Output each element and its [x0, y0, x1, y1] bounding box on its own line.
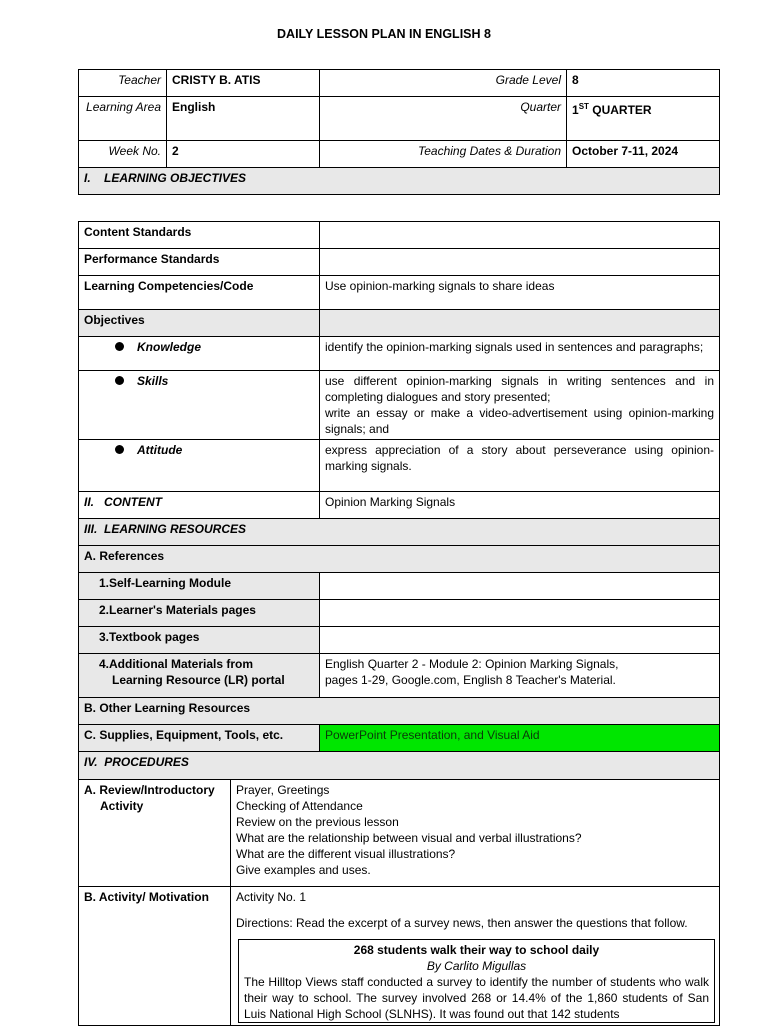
article-box [238, 939, 715, 1023]
area-value: English [167, 97, 320, 141]
activity-content [231, 886, 720, 1025]
slm-value [320, 572, 720, 599]
competencies-label: Learning Competencies/Code [79, 275, 320, 309]
additional-materials-label: 4.Additional Materials from Learning Resource (LR) portal [79, 653, 320, 697]
page-title: DAILY LESSON PLAN IN ENGLISH 8 [277, 27, 491, 41]
week-value: 2 [167, 141, 320, 168]
teacher-value: CRISTY B. ATIS [167, 70, 320, 97]
bullet-icon [115, 445, 124, 454]
content-heading: II. CONTENT [79, 491, 320, 518]
lm-value [320, 599, 720, 626]
content-standards-label: Content Standards [79, 221, 320, 248]
lesson-plan-table [78, 69, 720, 222]
objectives-value [320, 309, 720, 336]
objectives-heading: I. LEARNING OBJECTIVES [79, 168, 720, 195]
supplies-label: C. Supplies, Equipment, Tools, etc. [79, 724, 320, 751]
bullet-icon [115, 376, 124, 385]
teacher-label: Teacher [79, 70, 167, 97]
week-label: Week No. [79, 141, 167, 168]
attitude-value: express appreciation of a story about perseverance using opinion-marking signals. [320, 439, 720, 491]
quarter-value: 1ST QUARTER [567, 97, 720, 141]
skills-item: Skills [79, 370, 320, 439]
objectives-label: Objectives [79, 309, 320, 336]
quarter-label: Quarter [320, 97, 567, 141]
dates-label: Teaching Dates & Duration [320, 141, 567, 168]
additional-materials-value: English Quarter 2 - Module 2: Opinion Marking Signals, pages 1-29, Google.com, English 8 Teacher's Material. [320, 653, 720, 697]
lm-label: 2.Learner's Materials pages [79, 599, 320, 626]
grade-label: Grade Level [320, 70, 567, 97]
review-label: A. Review/Introductory Activity [79, 779, 231, 886]
procedures-table [78, 779, 720, 1026]
other-resources-label: B. Other Learning Resources [79, 697, 720, 724]
textbook-label: 3.Textbook pages [79, 626, 320, 653]
review-line: Review on the previous lesson [236, 814, 399, 829]
references-label: A. References [79, 545, 720, 572]
article-headline: 268 students walk their way to school daily [353, 942, 600, 957]
article-byline: By Carlito Migullas [426, 958, 527, 973]
review-line: Prayer, Greetings [236, 782, 330, 797]
knowledge-item: Knowledge [79, 336, 320, 370]
lesson-plan [78, 69, 719, 1026]
grade-value: 8 [567, 70, 720, 97]
activity-number: Activity No. 1 [236, 889, 307, 904]
knowledge-value: identify the opinion-marking signals used in sentences and paragraphs; [320, 336, 720, 370]
review-line: What are the different visual illustrations? [236, 846, 456, 861]
review-content [231, 779, 720, 886]
content-standards-value [320, 221, 720, 248]
directions: Directions: Read the excerpt of a survey news, then answer the questions that follow. [236, 915, 688, 930]
review-line: Checking of Attendance [236, 798, 363, 813]
review-line: Give examples and uses. [236, 862, 371, 877]
performance-standards-value [320, 248, 720, 275]
slm-label: 1.Self-Learning Module [79, 572, 320, 599]
competencies-value: Use opinion-marking signals to share ideas [320, 275, 720, 309]
activity-label: B. Activity/ Motivation [79, 886, 231, 1025]
procedures-heading: IV. PROCEDURES [79, 751, 720, 779]
bullet-icon [115, 342, 124, 351]
review-line: What are the relationship between visual and verbal illustrations? [236, 830, 582, 845]
supplies-value: PowerPoint Presentation, and Visual Aid [320, 724, 720, 751]
article-text: The Hilltop Views staff conducted a survey to identify the number of students who walk their way to school. The survey involved 268 or 14.4% of the 1,860 students of San Luis National High School (SLNHS). It was found out that 142 students [244, 974, 709, 1021]
attitude-item: Attitude [79, 439, 320, 491]
content-value: Opinion Marking Signals [320, 491, 720, 518]
performance-standards-label: Performance Standards [79, 248, 320, 275]
objectives-table [78, 221, 720, 780]
textbook-value [320, 626, 720, 653]
skills-value: use different opinion-marking signals in writing sentences and in completing dialogues and story presented; write an essay or make a video-advertisement using opinion-marking signals; and [320, 370, 720, 439]
area-label: Learning Area [79, 97, 167, 141]
dates-value: October 7-11, 2024 [567, 141, 720, 168]
resources-heading: III. LEARNING RESOURCES [79, 518, 720, 545]
